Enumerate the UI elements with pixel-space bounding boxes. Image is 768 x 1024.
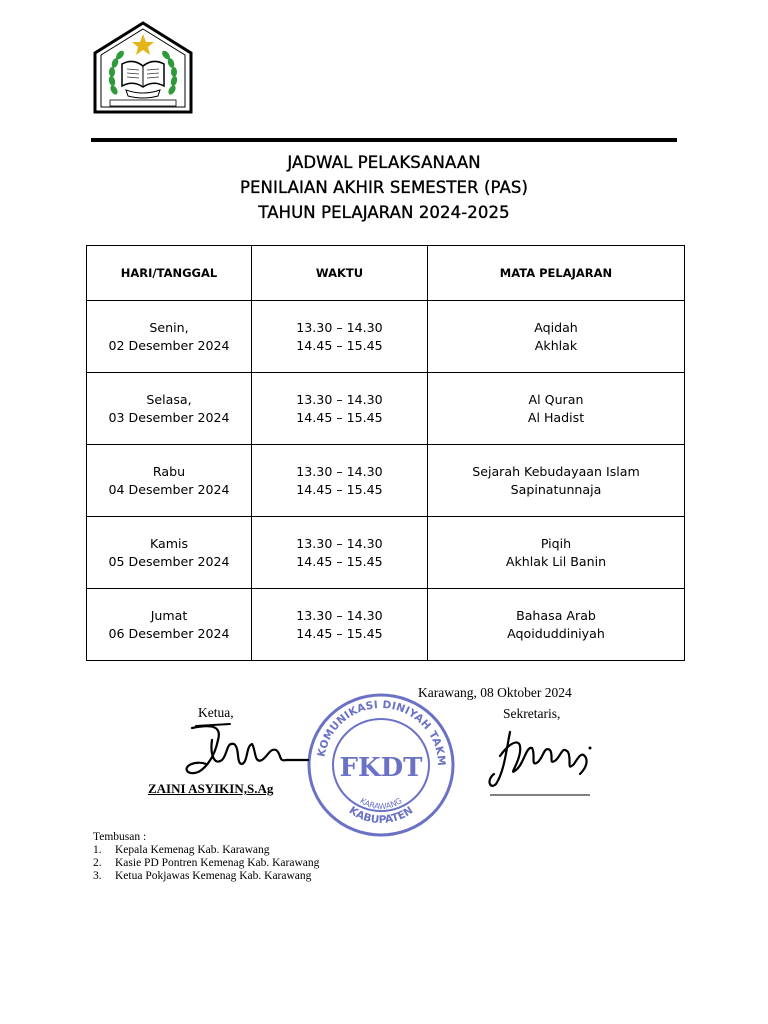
- subject-1: Piqih: [540, 535, 572, 551]
- stamp-inner-bottom: KARAWANG: [358, 796, 404, 812]
- tembusan-label: Tembusan :: [93, 831, 147, 843]
- tembusan-section: [93, 831, 319, 883]
- day-date-cell: [87, 589, 252, 661]
- time-slot-1: 13.30 – 14.30: [296, 535, 383, 551]
- stamp-ring-top: KOMUNIKASI DINIYAH TAKM: [315, 698, 448, 767]
- time-slot-1: 13.30 – 14.30: [296, 391, 383, 407]
- chair-name: ZAINI ASYIKIN,S.Ag: [148, 781, 274, 796]
- signature-icon: [182, 720, 310, 784]
- date-text: 03 Desember 2024: [108, 409, 230, 425]
- time-slot-1: 13.30 – 14.30: [296, 319, 383, 335]
- stamp-center-text: FKDT: [339, 753, 423, 783]
- subject-cell: [428, 373, 685, 445]
- time-cell: [252, 301, 428, 373]
- day-date-cell: [87, 445, 252, 517]
- header-subject: MATA PELAJARAN: [428, 246, 685, 301]
- time-slot-1: 13.30 – 14.30: [296, 607, 383, 623]
- fkdt-stamp: [306, 692, 456, 838]
- chair-title: Ketua,: [198, 705, 234, 720]
- place-date: Karawang, 08 Oktober 2024: [418, 685, 572, 700]
- header-rule: [91, 138, 677, 142]
- logo-emblem-icon: [90, 20, 196, 116]
- time-slot-2: 14.45 – 15.45: [296, 409, 383, 425]
- subject-2: Sapinatunnaja: [510, 481, 602, 497]
- date-text: 06 Desember 2024: [108, 625, 230, 641]
- day-text: Jumat: [150, 607, 188, 623]
- list-number: 2.: [93, 857, 102, 869]
- time-slot-2: 14.45 – 15.45: [296, 481, 383, 497]
- table-row: [87, 445, 685, 517]
- subject-cell: [428, 517, 685, 589]
- list-item: [93, 857, 319, 870]
- secretary-title: Sekretaris,: [503, 706, 561, 721]
- subject-1: Al Quran: [528, 391, 584, 407]
- list-item: [93, 844, 319, 857]
- subject-cell: [428, 301, 685, 373]
- secretary-signature: [486, 722, 598, 798]
- title-line-2: PENILAIAN AKHIR SEMESTER (PAS): [239, 178, 529, 197]
- time-slot-2: 14.45 – 15.45: [296, 553, 383, 569]
- table-row: [87, 373, 685, 445]
- day-date-cell: [87, 517, 252, 589]
- list-text: Kepala Kemenag Kab. Karawang: [115, 844, 270, 856]
- table-row: [87, 589, 685, 661]
- subject-1: Aqidah: [534, 319, 578, 335]
- list-text: Kasie PD Pontren Kemenag Kab. Karawang: [115, 857, 320, 869]
- list-number: 1.: [93, 844, 102, 856]
- time-cell: [252, 589, 428, 661]
- list-number: 3.: [93, 870, 102, 882]
- table-header-row: [87, 246, 685, 301]
- document-title: [0, 150, 768, 225]
- table-row: [87, 301, 685, 373]
- stamp-seal-icon: [306, 692, 456, 838]
- day-text: Senin,: [149, 319, 189, 335]
- date-text: 04 Desember 2024: [108, 481, 230, 497]
- subject-cell: [428, 589, 685, 661]
- day-date-cell: [87, 373, 252, 445]
- subject-2: Akhlak Lil Banin: [505, 553, 607, 569]
- subject-2: Al Hadist: [527, 409, 585, 425]
- title-line-3: TAHUN PELAJARAN 2024-2025: [258, 203, 510, 222]
- chair-signature: [182, 720, 310, 784]
- day-text: Rabu: [152, 463, 186, 479]
- date-text: 02 Desember 2024: [108, 337, 230, 353]
- time-slot-2: 14.45 – 15.45: [296, 337, 383, 353]
- time-slot-1: 13.30 – 14.30: [296, 463, 383, 479]
- signature-icon: [486, 722, 598, 798]
- schedule-table: [86, 245, 685, 661]
- table-row: [87, 517, 685, 589]
- time-cell: [252, 445, 428, 517]
- stamp-ring-bottom: KABUPATEN: [346, 804, 416, 827]
- day-text: Kamis: [149, 535, 189, 551]
- subject-2: Akhlak: [534, 337, 578, 353]
- time-cell: [252, 517, 428, 589]
- fkdt-logo: [90, 20, 196, 116]
- list-text: Ketua Pokjawas Kemenag Kab. Karawang: [115, 870, 312, 882]
- list-item: [93, 870, 319, 883]
- subject-cell: [428, 445, 685, 517]
- subject-2: Aqoiduddiniyah: [507, 625, 605, 641]
- subject-1: Bahasa Arab: [516, 607, 596, 623]
- header-time: WAKTU: [252, 246, 428, 301]
- date-text: 05 Desember 2024: [108, 553, 230, 569]
- header-day-date: HARI/TANGGAL: [87, 246, 252, 301]
- subject-1: Sejarah Kebudayaan Islam: [472, 463, 640, 479]
- day-text: Selasa,: [146, 391, 192, 407]
- time-slot-2: 14.45 – 15.45: [296, 625, 383, 641]
- title-line-1: JADWAL PELAKSANAAN: [287, 153, 481, 172]
- day-date-cell: [87, 301, 252, 373]
- time-cell: [252, 373, 428, 445]
